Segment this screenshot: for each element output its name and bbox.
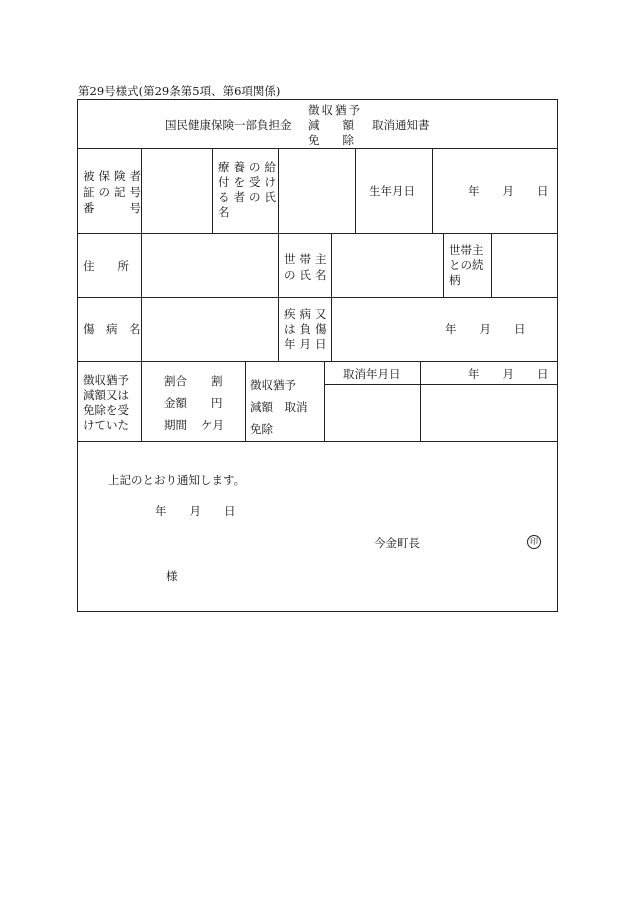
recipient-name-label: 療養の給 付を受け る者の氏 名 — [218, 160, 280, 219]
seal-icon: 印 — [527, 535, 541, 549]
title-option-reduction: 減 額 — [308, 118, 354, 132]
title-option-exemption: 免 除 — [308, 133, 354, 147]
onset-date-value: 年 月 日 — [445, 322, 526, 336]
amount-label: 金額 — [164, 396, 187, 410]
period-unit: ケ月 — [201, 418, 224, 432]
disease-field[interactable] — [142, 298, 277, 360]
title-suffix: 取消通知書 — [372, 118, 430, 132]
amount-unit: 円 — [211, 396, 223, 410]
birthdate-label: 生年月日 — [369, 184, 415, 198]
recipient-name-field[interactable] — [279, 149, 354, 232]
birthdate-value: 年 月 日 — [468, 184, 549, 198]
notice-text: 上記のとおり通知します。 — [108, 473, 246, 487]
ratio-label: 割合 — [164, 374, 187, 388]
title-option-deferral: 徴収猶予 — [308, 103, 362, 117]
address-field[interactable] — [142, 234, 277, 296]
ratio-unit: 割 — [211, 374, 223, 388]
cancel-date-label: 取消年月日 — [343, 367, 401, 381]
householder-name-label: 世帯主 の氏名 — [284, 252, 331, 282]
received-label: 徴収猶予 減額又は 免除を受 けていた — [83, 373, 129, 432]
relation-label: 世帯主 との続 柄 — [449, 243, 484, 287]
householder-name-field[interactable] — [332, 234, 442, 296]
period-label: 期間 — [164, 418, 187, 432]
issuer: 今金町長 — [374, 536, 420, 550]
cancel-options: 徴収猶予 減額 取消 免除 — [250, 378, 308, 436]
cancel-date-value: 年 月 日 — [468, 367, 549, 381]
onset-date-label: 疾病又 は負傷 年月日 — [284, 307, 331, 351]
title-prefix: 国民健康保険一部負担金 — [165, 118, 292, 132]
address-label: 住 所 — [83, 259, 129, 273]
notice-date: 年 月 日 — [155, 504, 236, 518]
insured-id-label: 被保険者 証の記号 番 号 — [83, 169, 145, 215]
relation-field[interactable] — [492, 234, 557, 296]
form-number: 第29号様式(第29条第5項、第6項関係) — [78, 84, 281, 98]
addressee-suffix: 様 — [166, 569, 178, 583]
disease-label: 傷 病 名 — [83, 322, 141, 336]
insured-id-field[interactable] — [142, 149, 211, 232]
